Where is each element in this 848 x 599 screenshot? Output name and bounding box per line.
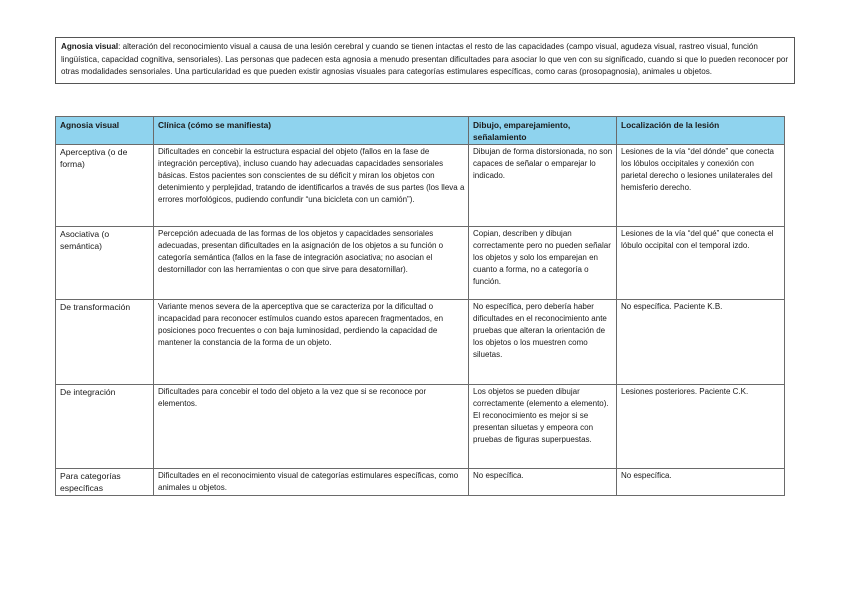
table-row bbox=[56, 145, 785, 227]
cell-clinica: Dificultades en concebir la estructura espacial del objeto (fallos en la fase de integración perceptiva), incluso cuando hay adecuadas capacidades sensoriales básicas. Estos pacientes son conscientes de su déficit y miran los objetos con detenimiento y perplejidad, tratando de identificarlos a través de sus partes (los lleva a errores morfológicos, pudiendo confundir “una bicicleta con un camión”). bbox=[154, 145, 469, 227]
cell-agnosia-type: Aperceptiva (o de forma) bbox=[56, 145, 154, 227]
cell-dibujo: No específica, pero debería haber dificultades en el reconocimiento ante pruebas que alteran la orientación de los objetos o los muestren como siluetas. bbox=[469, 300, 617, 385]
cell-localizacion: No específica. Paciente K.B. bbox=[617, 300, 785, 385]
intro-text: : alteración del reconocimiento visual a causa de una lesión cerebral y cuando se tienen intactas el resto de las capacidades (campo visual, agudeza visual, rastreo visual, función lingüística, capacidad cognitiva, sensoriales). Las personas que padecen esta agnosia a menudo presentan dificultades para asociar lo que ven con su significado, cuando si que lo pueden reconocer por otras modalidades sensoriales. Una particularidad es que pueden existir agnosias visuales para categorías estimulares específicas, como caras (prosopagnosia), animales u objetos. bbox=[61, 42, 789, 77]
table-row bbox=[56, 227, 785, 300]
agnosia-table bbox=[55, 116, 785, 496]
cell-agnosia-type: Asociativa (o semántica) bbox=[56, 227, 154, 300]
cell-clinica: Variante menos severa de la aperceptiva que se caracteriza por la dificultad o incapacidad para reconocer estímulos cuando estos aparecen fragmentados, en posiciones poco frecuentes o con baja luminosidad, perdiendo la capacidad de mantener la constancia de la forma de un objeto. bbox=[154, 300, 469, 385]
cell-dibujo: Los objetos se pueden dibujar correctamente (elemento a elemento). El reconocimiento es mejor si se presentan siluetas y empeora con pruebas de figuras superpuestas. bbox=[469, 385, 617, 469]
cell-clinica: Dificultades en el reconocimiento visual de categorías estimulares específicas, como animales u objetos. bbox=[154, 469, 469, 496]
header-agnosia: Agnosia visual bbox=[56, 117, 154, 145]
intro-box bbox=[55, 37, 795, 84]
header-clinica: Clínica (cómo se manifiesta) bbox=[154, 117, 469, 145]
cell-agnosia-type: De transformación bbox=[56, 300, 154, 385]
header-localizacion: Localización de la lesión bbox=[617, 117, 785, 145]
cell-clinica: Percepción adecuada de las formas de los objetos y capacidades sensoriales adecuadas, presentan dificultades en la asignación de los objetos a su función o categoría semántica (fallos en la fase de integración asociativa; no asocian el destornillador con las herramientas o con que sirve para desatornillar). bbox=[154, 227, 469, 300]
cell-dibujo: Copian, describen y dibujan correctamente pero no pueden señalar los objetos y solo los emparejan en cuanto a forma, no a categoría o función. bbox=[469, 227, 617, 300]
cell-dibujo: No específica. bbox=[469, 469, 617, 496]
header-dibujo: Dibujo, emparejamiento, señalamiento bbox=[469, 117, 617, 145]
table-row bbox=[56, 300, 785, 385]
table-row bbox=[56, 385, 785, 469]
table-header-row bbox=[56, 117, 785, 145]
table-row bbox=[56, 469, 785, 496]
cell-localizacion: Lesiones de la vía “del dónde” que conecta los lóbulos occipitales y conexión con parietal derecho o lesiones unilaterales del hemisferio derecho. bbox=[617, 145, 785, 227]
cell-localizacion: Lesiones de la vía “del qué” que conecta el lóbulo occipital con el temporal izdo. bbox=[617, 227, 785, 300]
cell-dibujo: Dibujan de forma distorsionada, no son capaces de señalar o emparejar lo indicado. bbox=[469, 145, 617, 227]
cell-localizacion: No específica. bbox=[617, 469, 785, 496]
cell-localizacion: Lesiones posteriores. Paciente C.K. bbox=[617, 385, 785, 469]
cell-agnosia-type: De integración bbox=[56, 385, 154, 469]
intro-term: Agnosia visual bbox=[61, 42, 119, 51]
cell-agnosia-type: Para categorías específicas bbox=[56, 469, 154, 496]
cell-clinica: Dificultades para concebir el todo del objeto a la vez que si se reconoce por elementos. bbox=[154, 385, 469, 469]
